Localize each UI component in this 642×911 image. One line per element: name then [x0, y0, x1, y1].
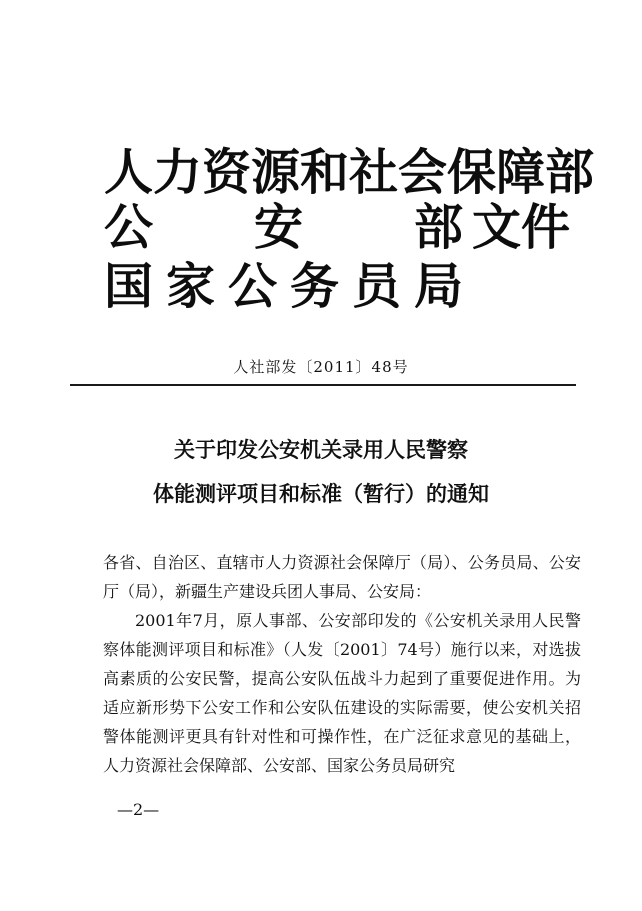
notice-title-line1: 关于印发公安机关录用人民警察 [174, 438, 468, 462]
page-number: —2— [117, 800, 160, 819]
issuer-char: 局 [414, 258, 464, 315]
document-number: 人社部发〔2011〕48号 [233, 358, 409, 376]
header-divider [70, 384, 576, 386]
document-label: 文件 [472, 199, 571, 256]
issuer-char: 公 [104, 199, 154, 256]
issuer-char: 公 [228, 258, 278, 315]
issuer-char: 国 [104, 258, 154, 315]
addressee: 各省、自治区、直辖市人力资源社会保障厅（局）、公务员局、公安厅（局），新疆生产建设兵团人事局、公安局： [103, 553, 581, 601]
issuer-char: 务 [290, 258, 340, 315]
issuer-line-hrss: 人力资源和社会保障部 [104, 144, 595, 201]
issuer-char: 部 [414, 199, 464, 256]
body-paragraph: 2001年7月，原人事部、公安部印发的《公安机关录用人民警察体能测评项目和标准》（人发〔2001〕74号）施行以来，对选拔高素质的公安民警，提高公安队伍战斗力起到了重要促进作用。为适应新形势下公安工作和公安队伍建设的实际需要，使公安机关招警体能测评更具有针对性和可操作性，在广泛征求意见的基础上，人力资源社会保障部、公安部、国家公务员局研究 [103, 611, 581, 775]
issuer-char: 家 [166, 258, 216, 315]
issuer-line-civil-service [104, 259, 464, 315]
notice-title-line2: 体能测评项目和标准（暂行）的通知 [153, 482, 489, 506]
issuer-char: 安 [254, 199, 304, 256]
issuer-char: 员 [352, 258, 402, 315]
